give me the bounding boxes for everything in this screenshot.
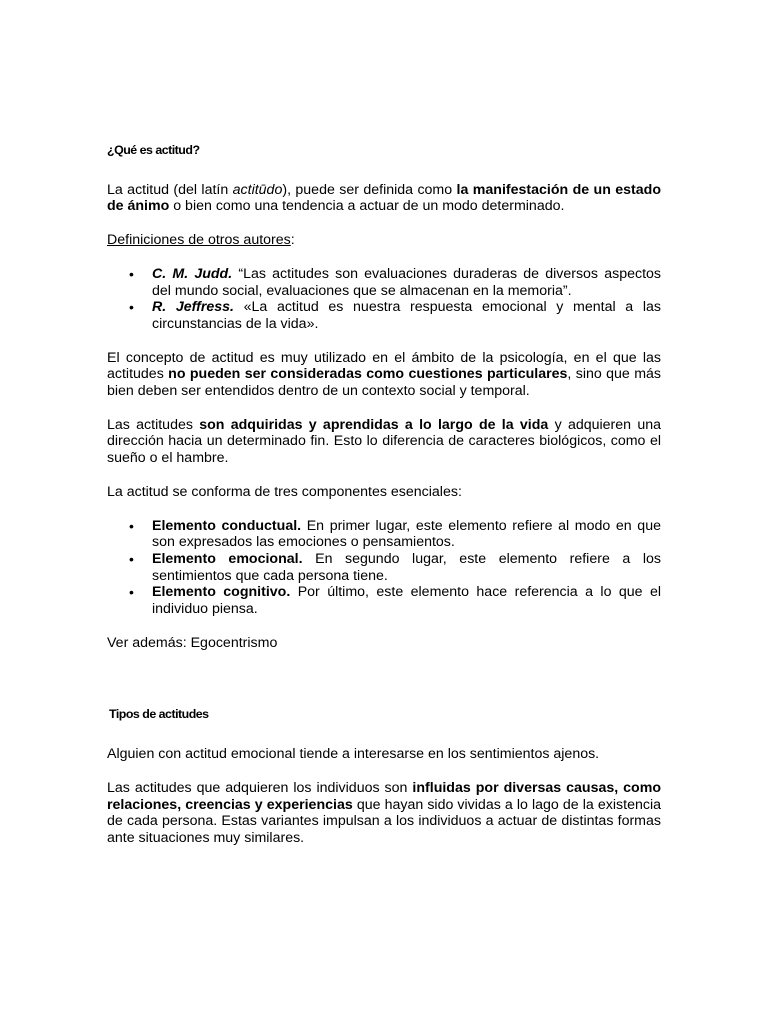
concept-text: , sino que más bien deben ser entendidos dentro de un contexto social y temporal. xyxy=(107,366,661,400)
definitions-colon: : xyxy=(290,232,295,249)
list-item xyxy=(107,551,661,584)
intro-bold-definition: la manifestación de un estado de ánimo xyxy=(107,181,661,215)
author-quote: «La actitud es nuestra respuesta emocional y mental a las circunstancias de la vida». xyxy=(152,299,661,332)
influenced-paragraph xyxy=(107,780,661,847)
author-quote: “Las actitudes son evaluaciones duraderas de diversos aspectos del mundo social, evaluaciones que se almacenan en la memoria”. xyxy=(152,265,661,299)
see-also-paragraph: Ver además: Egocentrismo xyxy=(107,634,278,651)
author-name: C. M. Judd. xyxy=(152,265,233,282)
intro-paragraph xyxy=(107,182,661,215)
element-name: Elemento emocional. xyxy=(152,550,303,567)
list-item xyxy=(107,266,661,299)
intro-text: ), puede ser definida como xyxy=(282,181,457,198)
influenced-text: Las actitudes que adquieren los individuos son xyxy=(107,779,413,796)
author-name: R. Jeffress. xyxy=(152,299,234,316)
definitions-label-paragraph xyxy=(107,232,661,249)
intro-text: La actitud (del latín xyxy=(107,181,233,198)
element-name: Elemento conductual. xyxy=(152,517,302,534)
acquired-text: Las actitudes xyxy=(107,416,200,433)
authors-list xyxy=(107,266,661,333)
concept-text: El concepto de actitud es muy utilizado en el ámbito de la psicología, en el que las actitudes xyxy=(107,349,661,383)
section-heading-que-es-actitud: ¿Qué es actitud? xyxy=(107,143,200,157)
acquired-paragraph xyxy=(107,417,661,467)
list-item xyxy=(107,584,661,617)
element-description: Por último, este elemento hace referencia a lo que el individuo piensa. xyxy=(152,584,662,618)
intro-text: o bien como una tendencia a actuar de un modo determinado. xyxy=(169,198,565,215)
elements-list xyxy=(107,518,661,618)
list-item xyxy=(107,518,661,551)
concept-bold-text: no pueden ser consideradas como cuestiones particulares xyxy=(168,366,568,383)
element-name: Elemento cognitivo. xyxy=(152,584,291,601)
element-description: En primer lugar, este elemento refiere al modo en que son expresados las emociones o pensamientos. xyxy=(152,517,661,551)
emotional-attitude-paragraph: Alguien con actitud emocional tiende a interesarse en los sentimientos ajenos. xyxy=(107,746,600,763)
definitions-label: Definiciones de otros autores xyxy=(107,232,291,249)
list-item xyxy=(107,299,661,332)
influenced-text: que hayan sido vividas a lo lago de la existencia de cada persona. Estas variantes impulsan a los individuos a actuar de distintas formas ante situaciones muy similares. xyxy=(107,796,661,846)
components-intro-paragraph: La actitud se conforma de tres componentes esenciales: xyxy=(107,483,462,500)
influenced-bold-text: influidas por diversas causas, como relaciones, creencias y experiencias xyxy=(107,779,662,813)
acquired-bold-text: son adquiridas y aprendidas a lo largo de la vida xyxy=(199,416,549,433)
document-page xyxy=(107,138,661,847)
intro-latin-term: actitūdo xyxy=(232,181,283,198)
concept-paragraph xyxy=(107,350,661,400)
section-heading-tipos-de-actitudes: Tipos de actitudes xyxy=(109,707,209,722)
acquired-text: y adquieren una dirección hacia un determinado fin. Esto lo diferencia de caracteres biológicos, como el sueño o el hambre. xyxy=(107,416,662,467)
element-description: En segundo lugar, este elemento refiere a los sentimientos que cada persona tiene. xyxy=(152,550,661,584)
